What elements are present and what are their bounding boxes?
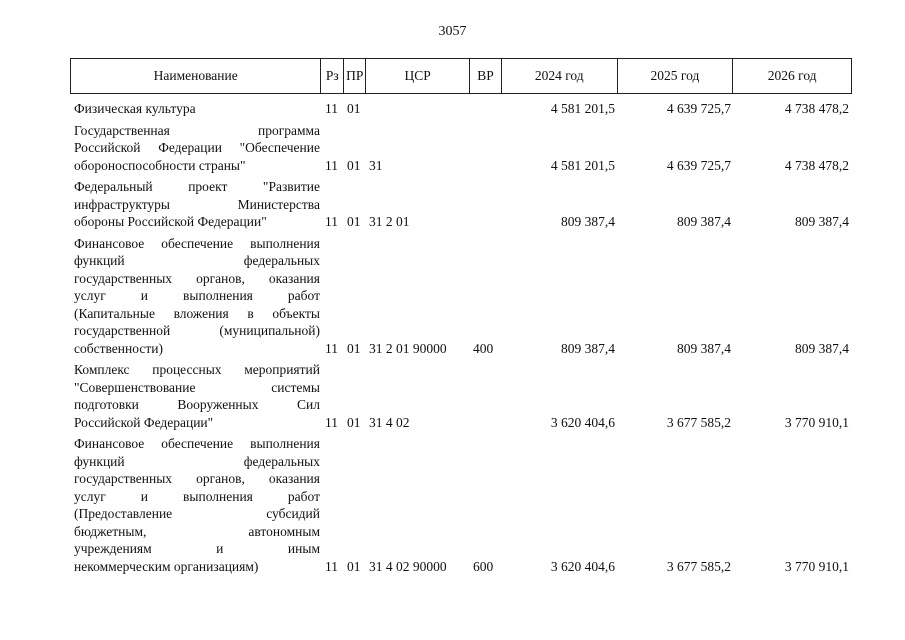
row-2026: 3 770 910,1: [784, 558, 849, 574]
row-vr: 600: [473, 558, 494, 574]
row-rz: 11: [325, 214, 338, 229]
row-2026: 4 738 478,2: [784, 157, 849, 173]
row-csr: 31 4 02 90000: [369, 558, 447, 574]
row-rz: 11: [325, 340, 338, 356]
page-number: 3057: [438, 24, 467, 39]
row-name: [70, 361, 321, 431]
column-header-vr: ВР: [470, 59, 502, 93]
row-name-line: (Предоставление субсидий: [74, 506, 320, 521]
row-name-line: государственной (муниципальной): [74, 323, 320, 338]
row-rz: 11: [325, 101, 338, 116]
table-row: [70, 100, 852, 118]
row-name-line: Федеральный проект "Развитие: [74, 179, 320, 194]
row-name-line: функций федеральных: [74, 453, 320, 469]
row-name-line: обороны Российской Федерации": [74, 214, 267, 229]
row-name-line: некоммерческим организациям): [74, 558, 259, 574]
row-name-line: учреждениям и иным: [74, 541, 320, 556]
row-rz: 11: [325, 414, 338, 430]
row-name-line: Российской Федерации": [74, 414, 214, 430]
row-2026: 809 387,4: [795, 214, 849, 229]
row-2025: 3 677 585,2: [666, 558, 731, 574]
row-name: [70, 122, 321, 175]
row-name-line: Российской Федерации "Обеспечение: [74, 140, 320, 155]
column-header-pr: ПР: [344, 59, 366, 93]
row-2025: 3 677 585,2: [666, 414, 731, 430]
row-2024: 809 387,4: [561, 214, 615, 229]
row-pr: 01: [347, 214, 361, 229]
row-name-line: собственности): [74, 340, 163, 356]
row-name-line: функций федеральных: [74, 253, 320, 268]
row-name-line: Комплекс процессных мероприятий: [74, 362, 320, 377]
row-name-line: подготовки Вооруженных Сил: [74, 397, 320, 412]
row-csr: 31 2 01: [369, 214, 410, 229]
row-2024: 4 581 201,5: [550, 157, 615, 173]
row-pr: 01: [347, 101, 361, 116]
row-name: [70, 435, 321, 575]
row-name-line: бюджетным, автономным: [74, 523, 320, 539]
table-row: [70, 178, 852, 231]
row-name-line: государственных органов, оказания: [74, 471, 320, 486]
column-header-2026: 2026 год: [767, 68, 817, 83]
row-csr: 31 2 01 90000: [369, 340, 447, 356]
row-vr: 400: [473, 340, 494, 356]
row-pr: 01: [347, 157, 361, 173]
row-name: [70, 100, 321, 118]
table-row: [70, 122, 852, 175]
row-csr: 31 4 02: [369, 414, 410, 430]
row-2025: 4 639 725,7: [666, 157, 731, 173]
row-name-line: услуг и выполнения работ: [74, 288, 320, 303]
column-header-2024: 2024 год: [502, 59, 618, 93]
row-name: [70, 178, 321, 231]
row-2024: 4 581 201,5: [550, 101, 615, 116]
row-name: [70, 235, 321, 358]
table-row: [70, 235, 852, 358]
row-name-line: услуг и выполнения работ: [74, 488, 320, 504]
row-pr: 01: [347, 414, 361, 430]
row-rz: 11: [325, 558, 338, 574]
row-2025: 809 387,4: [677, 214, 731, 229]
row-name-line: "Совершенствование системы: [74, 379, 320, 395]
row-rz: 11: [325, 157, 338, 173]
column-header-name: Наименование: [71, 59, 321, 93]
column-header-rz: Рз: [321, 59, 344, 93]
row-2025: 4 639 725,7: [666, 101, 731, 116]
table-row: [70, 361, 852, 431]
column-header-csr: ЦСР: [366, 59, 470, 93]
row-2024: 3 620 404,6: [550, 414, 615, 430]
table-row: [70, 435, 852, 575]
column-header-2025: 2025 год: [618, 59, 734, 93]
row-name-line: Финансовое обеспечение выполнения: [74, 436, 320, 451]
table-header: [70, 58, 852, 94]
row-2026: 3 770 910,1: [784, 414, 849, 430]
row-2026: 4 738 478,2: [784, 101, 849, 116]
row-name-line: Государственная программа: [74, 122, 320, 138]
row-name-line: обороноспособности страны": [74, 157, 246, 173]
row-2024: 809 387,4: [561, 340, 615, 356]
row-name-line: Физическая культура: [74, 101, 196, 116]
row-name-line: инфраструктуры Министерства: [74, 196, 320, 212]
row-name-line: (Капитальные вложения в объекты: [74, 305, 320, 321]
row-name-line: Финансовое обеспечение выполнения: [74, 235, 320, 251]
row-csr: 31: [369, 157, 383, 173]
table-body: [70, 100, 852, 579]
row-name-line: государственных органов, оказания: [74, 270, 320, 286]
row-2026: 809 387,4: [795, 340, 849, 356]
row-2025: 809 387,4: [677, 340, 731, 356]
row-pr: 01: [347, 340, 361, 356]
row-2024: 3 620 404,6: [550, 558, 615, 574]
row-pr: 01: [347, 558, 361, 574]
